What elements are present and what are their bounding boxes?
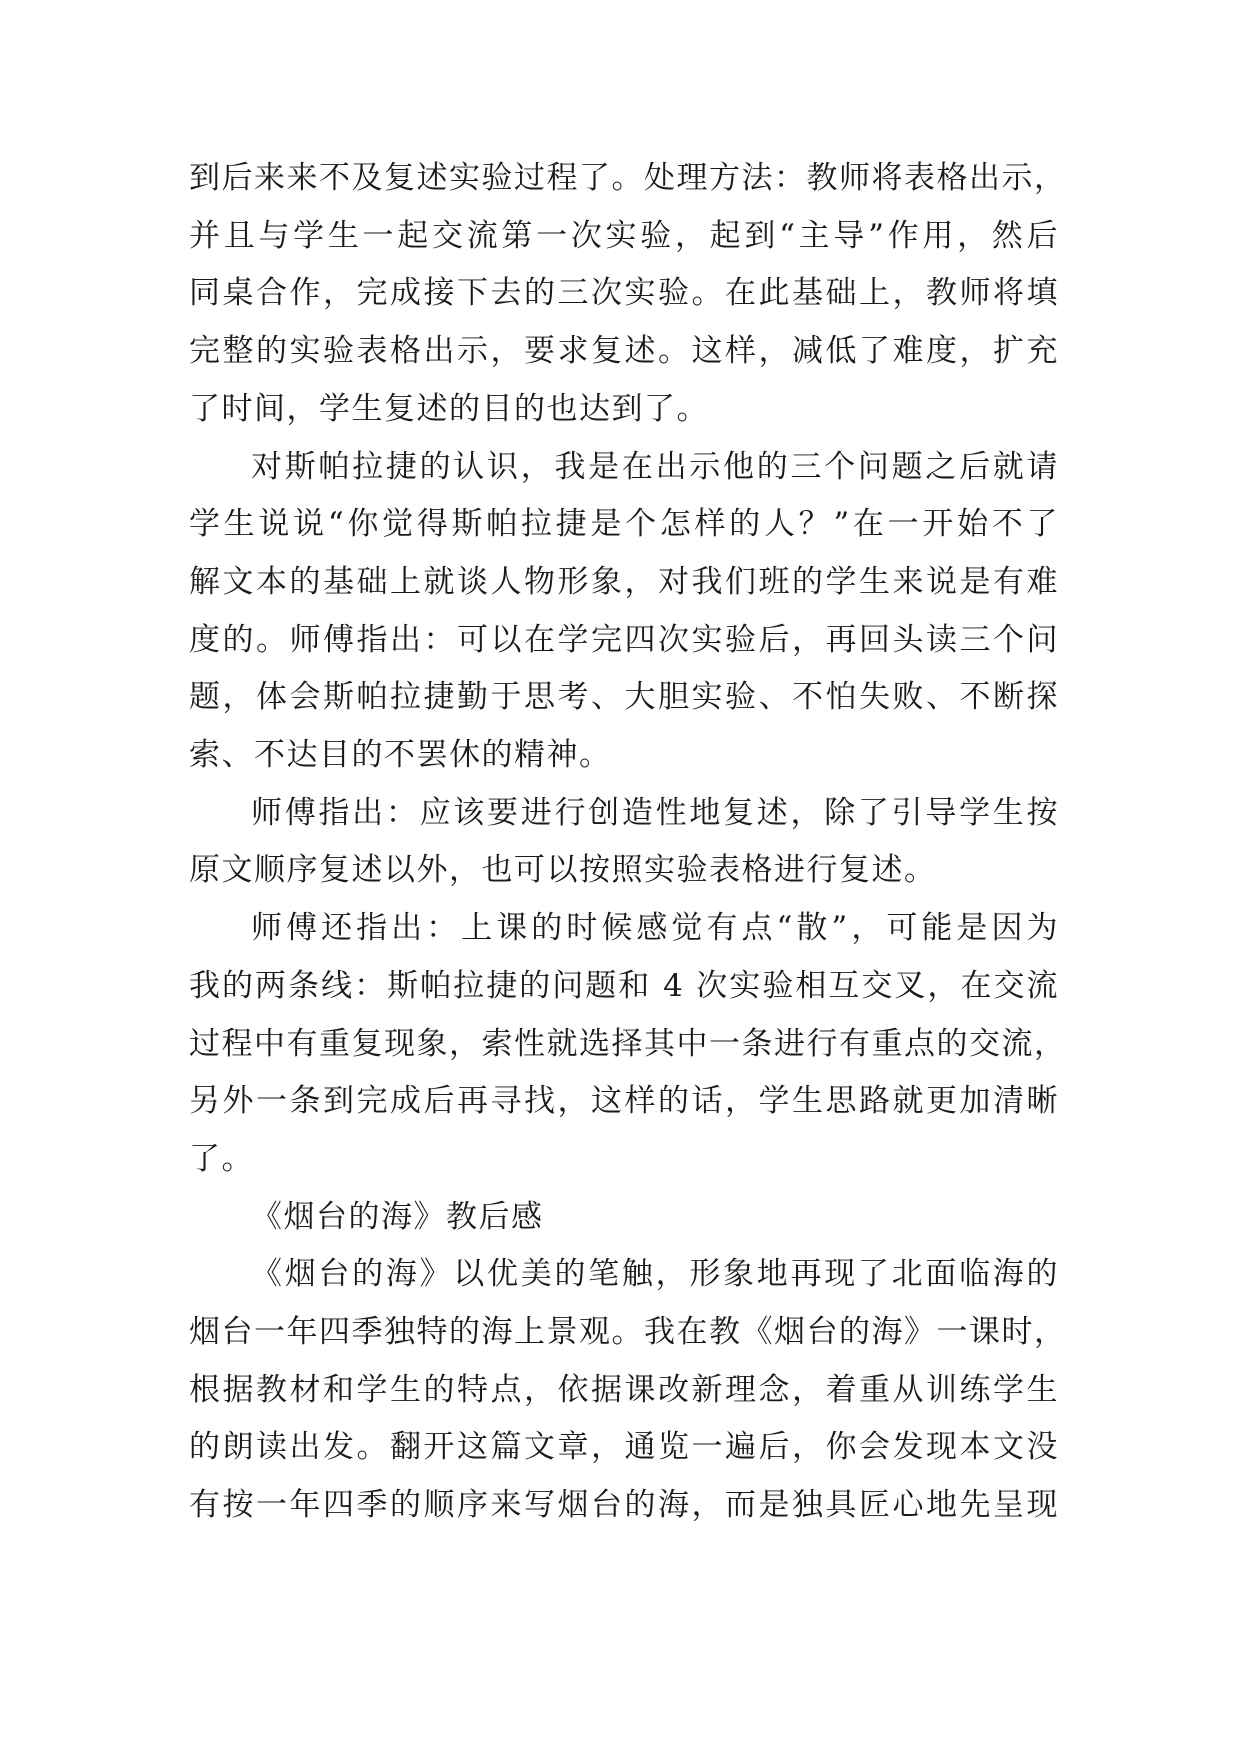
text-line: 索、不达目的不罢休的精神。: [189, 737, 612, 774]
text-line: 到后来来不及复述实验过程了。处理方法：教师将表格出示，: [189, 160, 1067, 196]
text-line: 度的。师傅指出：可以在学完四次实验后，再回头读三个问: [189, 621, 1059, 658]
text-line: 《烟台的海》以优美的笔触，形象地再现了北面临海的: [251, 1256, 1059, 1293]
text-line: 根据教材和学生的特点，依据课改新理念，着重从训练学生: [189, 1371, 1059, 1408]
text-line: 题，体会斯帕拉捷勤于思考、大胆实验、不怕失败、不断探: [189, 679, 1059, 716]
text-line: 师傅指出：应该要进行创造性地复述，除了引导学生按: [251, 794, 1059, 831]
text-line: 我的两条线：斯帕拉捷的问题和 4 次实验相互交叉，在交流: [189, 967, 1059, 1004]
text-line: 《烟台的海》教后感: [251, 1198, 544, 1235]
text-line: 完整的实验表格出示，要求复述。这样，减低了难度，扩充: [189, 333, 1059, 370]
text-line: 了时间，学生复述的目的也达到了。: [189, 390, 709, 427]
text-line: 对斯帕拉捷的认识，我是在出示他的三个问题之后就请: [251, 448, 1059, 485]
text-line: 烟台一年四季独特的海上景观。我在教《烟台的海》一课时，: [189, 1314, 1067, 1351]
text-line: 同桌合作，完成接下去的三次实验。在此基础上，教师将填: [189, 275, 1059, 312]
text-line: 并且与学生一起交流第一次实验，起到“主导”作用，然后: [189, 217, 1059, 254]
text-line: 学生说说“你觉得斯帕拉捷是个怎样的人？”在一开始不了: [189, 506, 1059, 543]
text-line: 了。: [189, 1140, 254, 1177]
document-body: [189, 150, 1067, 1535]
text-line: 的朗读出发。翻开这篇文章，通览一遍后，你会发现本文没: [189, 1429, 1059, 1466]
text-line: 过程中有重复现象，索性就选择其中一条进行有重点的交流，: [189, 1025, 1067, 1062]
text-line: 有按一年四季的顺序来写烟台的海，而是独具匠心地先呈现: [189, 1487, 1059, 1524]
text-line: 原文顺序复述以外，也可以按照实验表格进行复述。: [189, 852, 937, 889]
text-line: 师傅还指出：上课的时候感觉有点“散”，可能是因为: [251, 910, 1059, 947]
text-line: 解文本的基础上就谈人物形象，对我们班的学生来说是有难: [189, 563, 1059, 600]
text-line: 另外一条到完成后再寻找，这样的话，学生思路就更加清晰: [189, 1083, 1059, 1120]
